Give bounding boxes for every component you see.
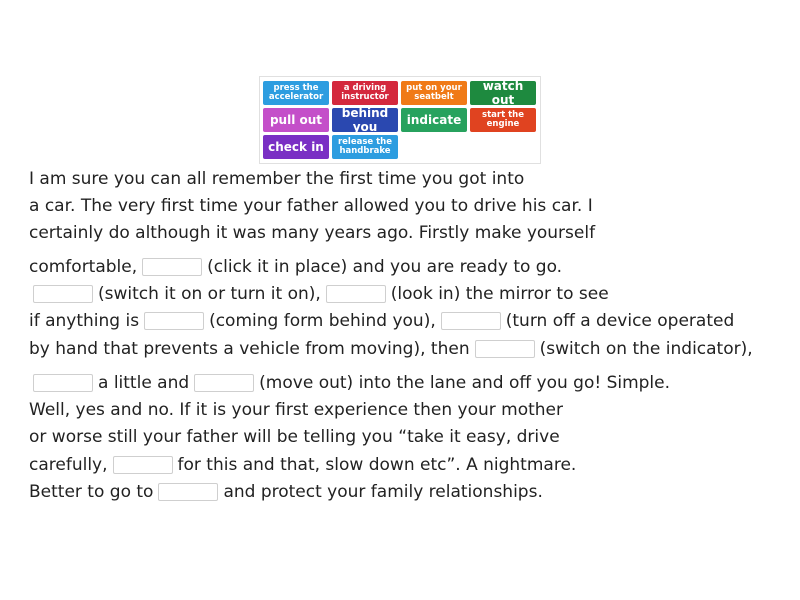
tile-a-driving-instructor[interactable]: a driving instructor bbox=[332, 81, 398, 105]
passage-text: or worse still your father will be telling you “take it easy, drive bbox=[29, 427, 560, 447]
answer-blank-5[interactable] bbox=[441, 312, 501, 330]
passage-text: (switch on the indicator), bbox=[539, 339, 753, 359]
passage-text: and protect your family relationships. bbox=[223, 482, 543, 502]
tile-watch-out[interactable]: watch out bbox=[470, 81, 536, 105]
passage-line-5 bbox=[33, 283, 609, 305]
passage-text: carefully, bbox=[29, 455, 108, 475]
passage-text: I am sure you can all remember the first time you got into bbox=[29, 169, 525, 189]
passage-text: (look in) the mirror to see bbox=[390, 284, 609, 304]
answer-blank-6[interactable] bbox=[475, 340, 535, 358]
answer-blank-8[interactable] bbox=[194, 374, 254, 392]
answer-blank-1[interactable] bbox=[142, 258, 202, 276]
passage-line-10 bbox=[29, 426, 560, 448]
tile-release-the-handbrake[interactable]: release the handbrake bbox=[332, 135, 398, 159]
passage-line-11 bbox=[29, 454, 576, 476]
word-bank bbox=[259, 76, 541, 164]
tile-press-the-accelerator[interactable]: press the accelerator bbox=[263, 81, 329, 105]
passage-text: (move out) into the lane and off you go! Simple. bbox=[259, 373, 671, 393]
passage-line-3 bbox=[29, 222, 595, 244]
passage-text: for this and that, slow down etc”. A nightmare. bbox=[177, 455, 577, 475]
passage-text: (coming form behind you), bbox=[209, 311, 436, 331]
answer-blank-7[interactable] bbox=[33, 374, 93, 392]
passage-text: if anything is bbox=[29, 311, 140, 331]
tile-put-on-your-seatbelt[interactable]: put on your seatbelt bbox=[401, 81, 467, 105]
tile-check-in[interactable]: check in bbox=[263, 135, 329, 159]
passage-line-1 bbox=[29, 168, 524, 190]
answer-blank-2[interactable] bbox=[33, 285, 93, 303]
answer-blank-9[interactable] bbox=[113, 456, 173, 474]
passage-text: comfortable, bbox=[29, 257, 138, 277]
passage-line-12 bbox=[29, 481, 543, 503]
tile-start-the-engine[interactable]: start the engine bbox=[470, 108, 536, 132]
passage-text: (switch it on or turn it on), bbox=[98, 284, 321, 304]
answer-blank-10[interactable] bbox=[158, 483, 218, 501]
passage-text: by hand that prevents a vehicle from moving), then bbox=[29, 339, 470, 359]
answer-blank-3[interactable] bbox=[326, 285, 386, 303]
tile-indicate[interactable]: indicate bbox=[401, 108, 467, 132]
passage-text: (click it in place) and you are ready to go. bbox=[207, 257, 563, 277]
passage-text: (turn off a device operated bbox=[505, 311, 735, 331]
passage-text: a car. The very first time your father allowed you to drive his car. I bbox=[29, 196, 593, 216]
tile-behind-you[interactable]: behind you bbox=[332, 108, 398, 132]
passage-line-4 bbox=[29, 256, 562, 278]
passage-line-8 bbox=[33, 372, 670, 394]
passage-text: certainly do although it was many years ago. Firstly make yourself bbox=[29, 223, 596, 243]
passage-line-6 bbox=[29, 310, 734, 332]
passage-text: a little and bbox=[98, 373, 190, 393]
passage-line-7 bbox=[29, 338, 753, 360]
answer-blank-4[interactable] bbox=[144, 312, 204, 330]
tile-pull-out[interactable]: pull out bbox=[263, 108, 329, 132]
passage-line-2 bbox=[29, 195, 593, 217]
passage-text: Well, yes and no. If it is your first experience then your mother bbox=[29, 400, 563, 420]
passage-text: Better to go to bbox=[29, 482, 154, 502]
passage-line-9 bbox=[29, 399, 563, 421]
